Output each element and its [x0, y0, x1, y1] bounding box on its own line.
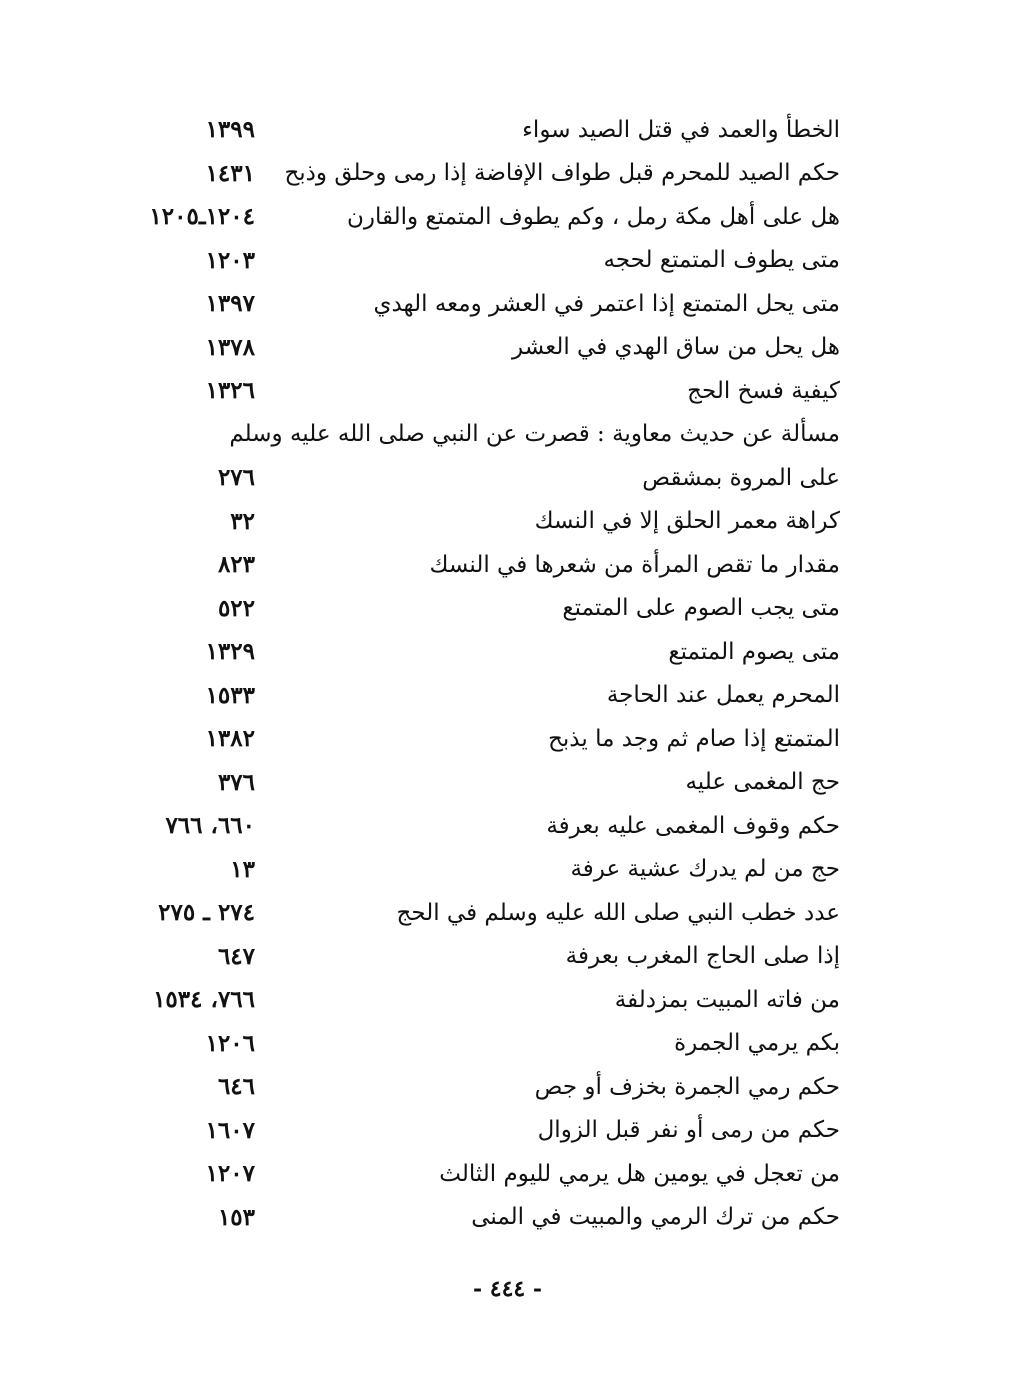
- entry-topic: من فاته المبيت بمزدلفة: [614, 986, 840, 1013]
- entry-pages: ١٥٣٣: [205, 681, 255, 709]
- entry-topic: هل يحل من ساق الهدي في العشر: [512, 334, 840, 361]
- index-entry: [120, 500, 840, 544]
- entry-topic: متى يحل المتمتع إذا اعتمر في العشر ومعه الهدي: [373, 290, 840, 317]
- entry-pages: ٢٧٤ ـ ٢٧٥: [158, 899, 255, 927]
- entry-pages: ١٣: [230, 855, 255, 883]
- entry-pages: ٦٦٠، ٧٦٦: [165, 812, 255, 840]
- entry-topic: مسألة عن حديث معاوية : قصرت عن النبي صلى الله عليه وسلم: [229, 421, 840, 448]
- entry-topic: كراهة معمر الحلق إلا في النسك: [534, 508, 840, 535]
- entry-topic: حكم من رمى أو نفر قبل الزوال: [537, 1117, 840, 1144]
- entry-pages: ٦٤٧: [217, 942, 255, 970]
- index-entry: [120, 761, 840, 805]
- index-entry: [120, 674, 840, 718]
- entry-topic: الخطأ والعمد في قتل الصيد سواء: [522, 116, 840, 143]
- entry-topic: من تعجل في يومين هل يرمي لليوم الثالث: [439, 1160, 840, 1187]
- index-entry: [120, 587, 840, 631]
- index-entry: [120, 108, 840, 152]
- index-entry: [120, 152, 840, 196]
- index-entry: [120, 543, 840, 587]
- entry-pages: ١٢٠٤ـ١٢٠٥: [149, 203, 255, 231]
- entry-pages: ١٣٢٩: [205, 638, 255, 666]
- entry-pages: ١٣٩٧: [205, 290, 255, 318]
- entry-topic: مقدار ما تقص المرأة من شعرها في النسك: [429, 551, 840, 578]
- entry-pages: ٣٢: [230, 507, 255, 535]
- entry-topic: على المروة بمشقص: [642, 464, 840, 491]
- entry-pages: ٦٤٦: [217, 1073, 255, 1101]
- index-entry: [120, 1065, 840, 1109]
- entry-pages: ١٢٠٣: [205, 246, 255, 274]
- entry-topic: المتمتع إذا صام ثم وجد ما يذبح: [548, 725, 840, 752]
- index-entry: [120, 413, 840, 457]
- entry-pages: ٢٧٦: [217, 464, 255, 492]
- index-entry: [120, 1022, 840, 1066]
- entry-topic: حكم من ترك الرمي والمبيت في المنى: [471, 1204, 840, 1231]
- index-entry: [120, 978, 840, 1022]
- index-entry: [120, 1196, 840, 1240]
- entry-topic: حج من لم يدرك عشية عرفة: [570, 856, 840, 883]
- page-number: - ٤٤٤ -: [472, 1276, 543, 1302]
- entry-topic: متى يطوف المتمتع لحجه: [603, 247, 840, 274]
- entry-topic: كيفية فسخ الحج: [687, 377, 840, 404]
- entry-pages: ٥٢٢: [217, 594, 255, 622]
- index-list: [120, 108, 840, 1239]
- entry-pages: ١٢٠٦: [205, 1029, 255, 1057]
- entry-pages: ١٣٩٩: [205, 116, 255, 144]
- index-entry: [120, 935, 840, 979]
- entry-topic: المحرم يعمل عند الحاجة: [606, 682, 840, 709]
- entry-pages: ١٦٠٧: [205, 1116, 255, 1144]
- index-entry: [120, 326, 840, 370]
- entry-topic: هل على أهل مكة رمل ، وكم يطوف المتمتع والقارن: [346, 203, 840, 230]
- entry-topic: حكم رمي الجمرة بخزف أو جص: [534, 1073, 840, 1100]
- index-entry: [120, 804, 840, 848]
- entry-topic: متى يصوم المتمتع: [668, 638, 840, 665]
- index-entry: [120, 891, 840, 935]
- entry-pages: ١٥٣: [217, 1203, 255, 1231]
- index-entry: [120, 717, 840, 761]
- index-entry: [120, 282, 840, 326]
- entry-topic: حكم وقوف المغمى عليه بعرفة: [546, 812, 840, 839]
- entry-topic: حكم الصيد للمحرم قبل طواف الإفاضة إذا رمى وحلق وذبح: [284, 160, 840, 187]
- index-entry: [120, 456, 840, 500]
- entry-topic: عدد خطب النبي صلى الله عليه وسلم في الحج: [396, 899, 840, 926]
- index-entry: [120, 848, 840, 892]
- entry-topic: حج المغمى عليه: [685, 769, 840, 796]
- entry-pages: ١٢٠٧: [205, 1160, 255, 1188]
- entry-pages: ١٤٣١: [205, 159, 255, 187]
- entry-pages: ١٣٧٨: [205, 333, 255, 361]
- index-entry: [120, 1109, 840, 1153]
- entry-pages: ٧٦٦، ١٥٣٤: [153, 986, 255, 1014]
- entry-topic: بكم يرمي الجمرة: [674, 1030, 840, 1057]
- entry-pages: ١٣٢٦: [205, 377, 255, 405]
- entry-topic: متى يجب الصوم على المتمتع: [562, 595, 840, 622]
- entry-pages: ٨٢٣: [217, 551, 255, 579]
- entry-topic: إذا صلى الحاج المغرب بعرفة: [565, 943, 840, 970]
- index-entry: [120, 369, 840, 413]
- index-entry: [120, 1152, 840, 1196]
- index-entry: [120, 195, 840, 239]
- entry-pages: ٣٧٦: [217, 768, 255, 796]
- index-entry: [120, 630, 840, 674]
- entry-pages: ١٣٨٢: [205, 725, 255, 753]
- index-entry: [120, 239, 840, 283]
